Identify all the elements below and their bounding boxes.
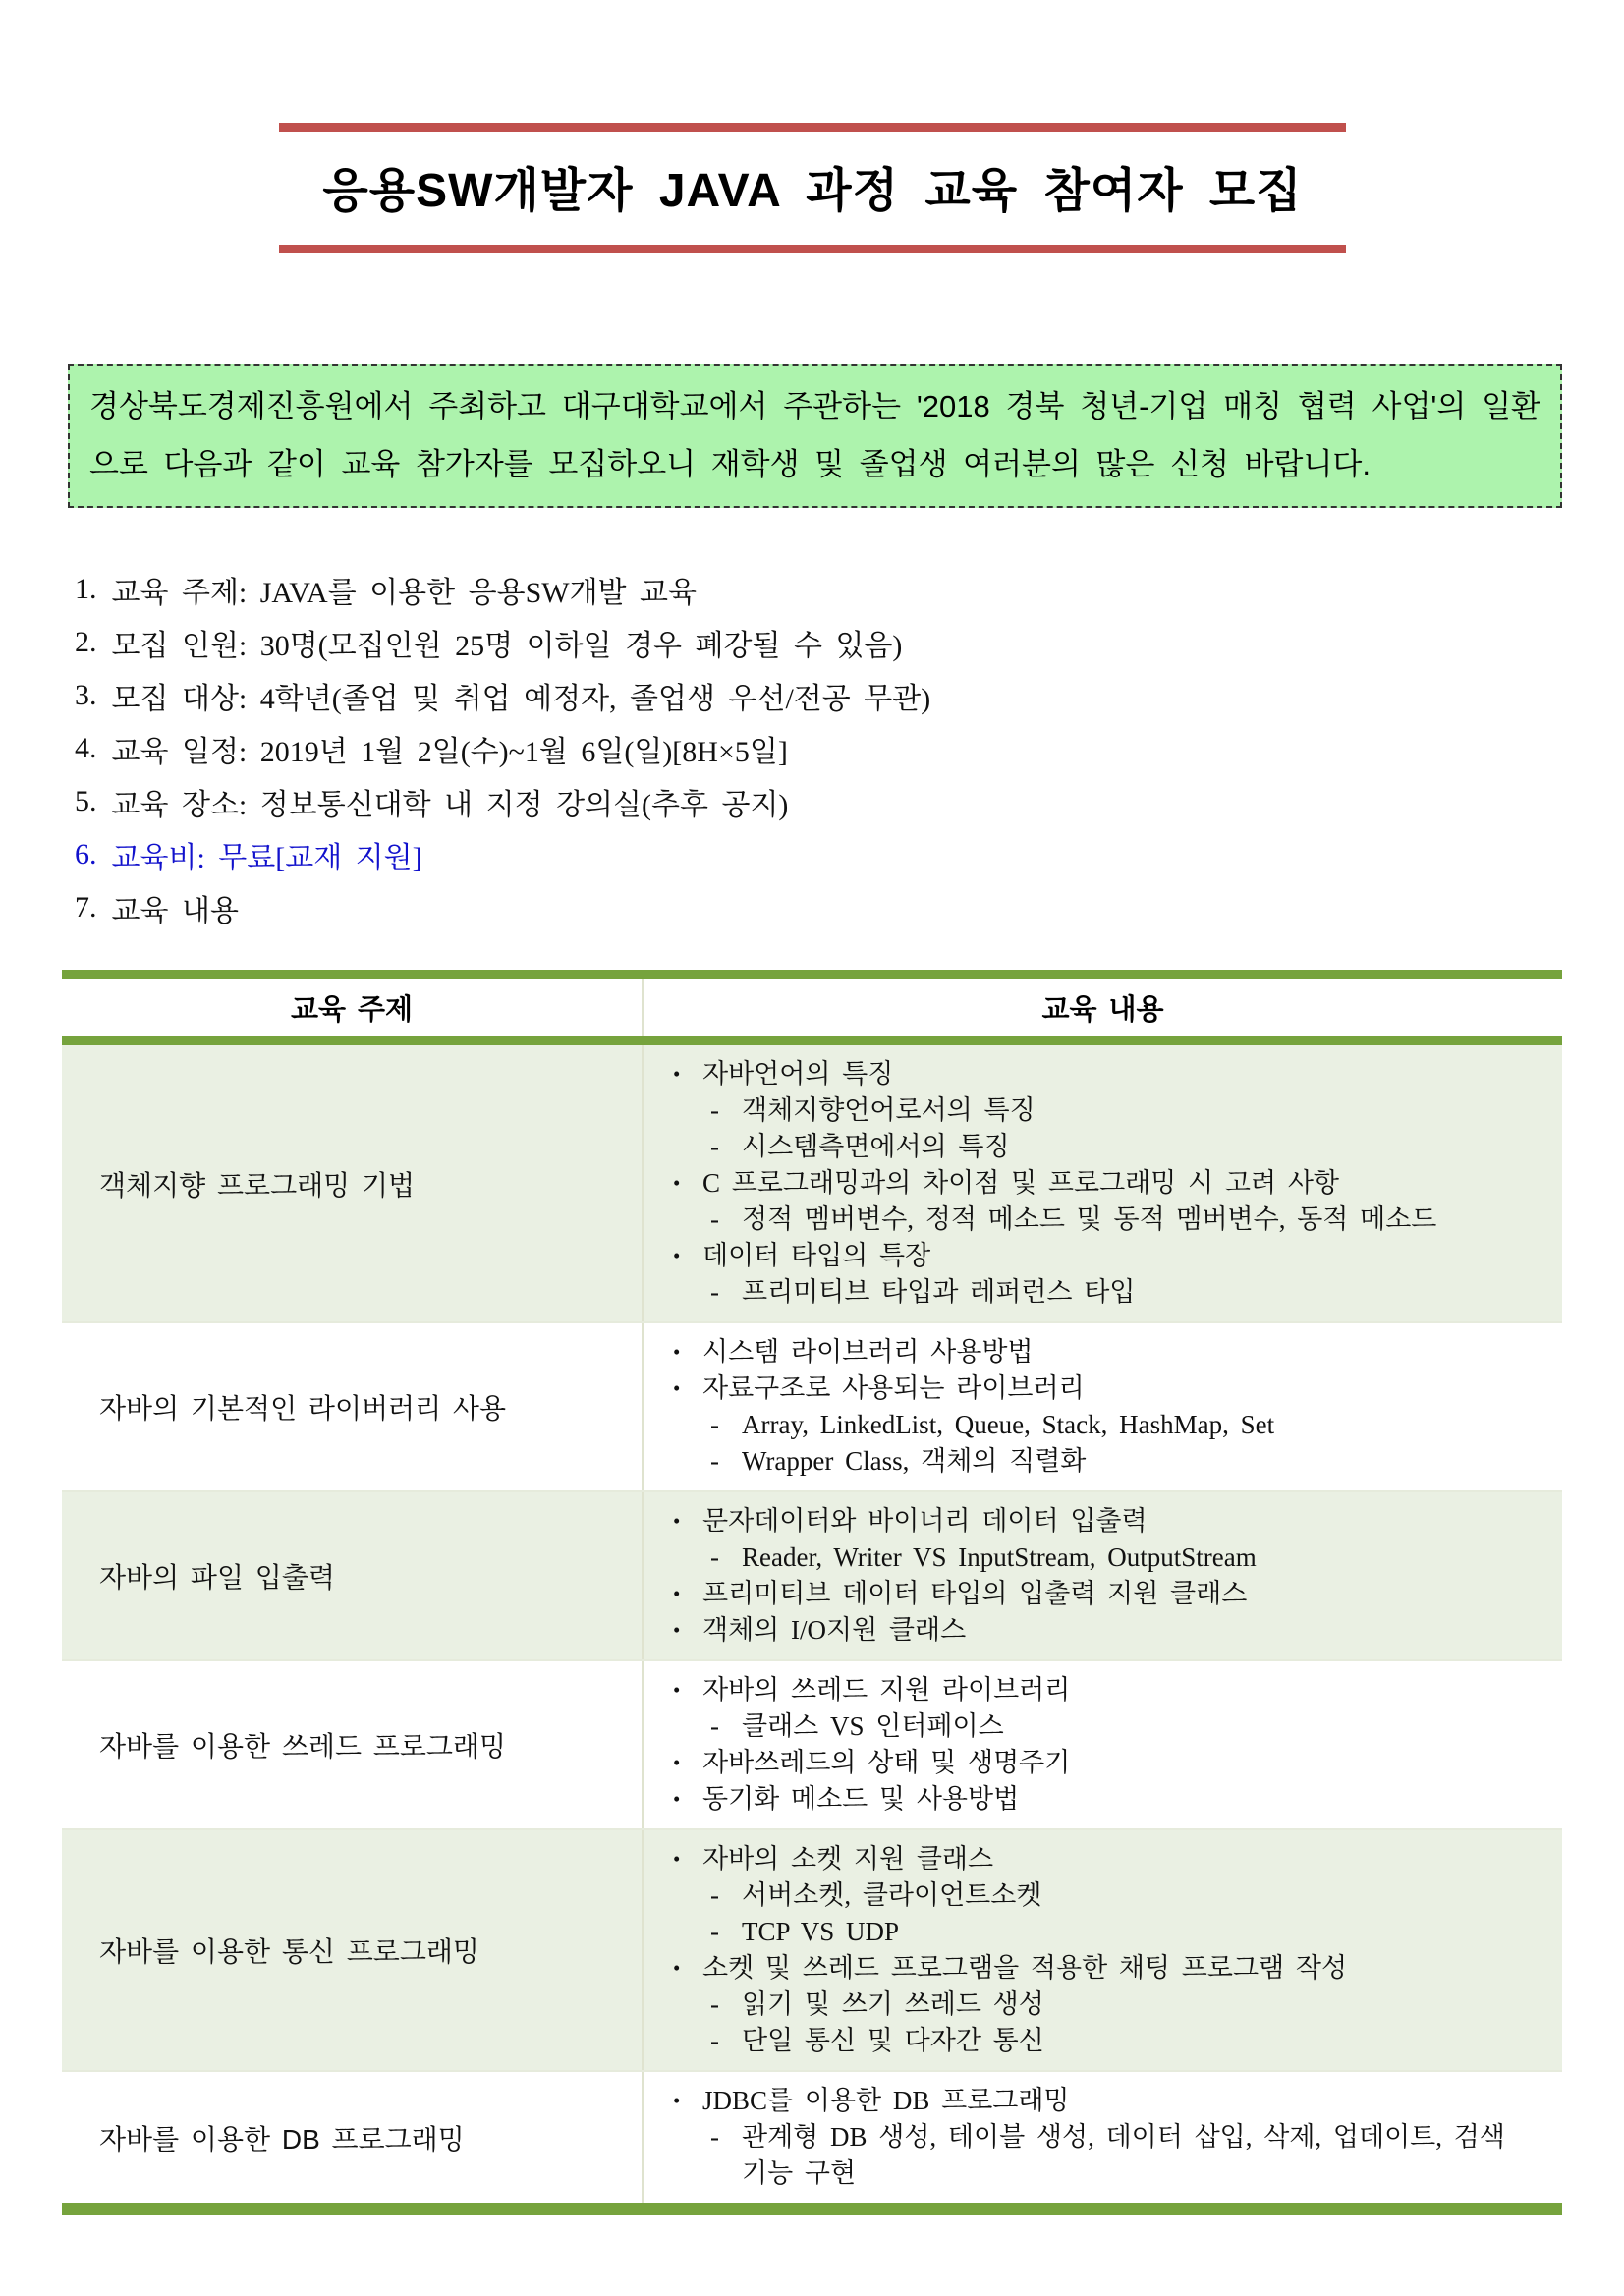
content-item [673, 1877, 1539, 1914]
dash-icon: - [710, 1095, 719, 1125]
content-item-text: 동기화 메소드 및 사용방법 [702, 1784, 1020, 1814]
dash-icon: - [710, 1711, 719, 1741]
table-row [62, 1659, 1562, 1828]
content-cell [644, 1045, 1562, 1321]
content-item [673, 1443, 1539, 1480]
bullet-icon: • [673, 1751, 681, 1774]
dash-icon: - [710, 1880, 719, 1910]
content-item-text: 클래스 VS 인터페이스 [742, 1711, 1004, 1741]
content-cell [644, 1323, 1562, 1490]
info-item-text: 모집 대상: 4학년(졸업 및 취업 예정자, 졸업생 우선/전공 무관) [111, 683, 931, 715]
bullet-icon: • [673, 1847, 681, 1871]
info-item [75, 828, 1624, 881]
table-row [62, 2070, 1562, 2203]
content-item [673, 1274, 1539, 1311]
content-cell [644, 1661, 1562, 1828]
info-item-number: 1. [75, 573, 97, 605]
content-item-text: 프리미티브 타입과 레퍼런스 타입 [742, 1277, 1136, 1307]
table-header-rule [62, 1036, 1562, 1045]
content-item [673, 1238, 1539, 1274]
topic-cell: 자바의 기본적인 라이버러리 사용 [62, 1323, 644, 1490]
dash-icon: - [710, 1917, 719, 1946]
info-item-text: 교육 내용 [111, 895, 239, 927]
info-item-number: 6. [75, 838, 97, 870]
title-bottom-rule [279, 245, 1346, 253]
content-item-text: 소켓 및 쓰레드 프로그램을 적용한 채팅 프로그램 작성 [702, 1953, 1348, 1983]
content-item [673, 1202, 1539, 1238]
content-item [673, 1781, 1539, 1818]
content-item [673, 1092, 1539, 1129]
bullet-icon: • [673, 1618, 681, 1642]
info-item [75, 881, 1624, 934]
info-item-text: 교육 주제: JAVA를 이용한 응용SW개발 교육 [111, 577, 697, 609]
topic-cell: 자바를 이용한 DB 프로그래밍 [62, 2072, 644, 2203]
page-title: 응용SW개발자 JAVA 과정 교육 참여자 모집 [322, 165, 1303, 217]
content-item-text: Array, LinkedList, Queue, Stack, HashMap, Set [742, 1410, 1275, 1439]
content-item-text: 객체의 I/O지원 클래스 [702, 1615, 967, 1645]
content-item-text: 자바언어의 특징 [702, 1059, 894, 1089]
title-top-rule [279, 123, 1346, 132]
info-list [75, 563, 1624, 934]
content-item-text: 자바쓰레드의 상태 및 생명주기 [702, 1748, 1071, 1777]
content-item [673, 1745, 1539, 1781]
info-item-number: 5. [75, 785, 97, 817]
content-item-text: C 프로그래밍과의 차이점 및 프로그래밍 시 고려 사항 [702, 1168, 1339, 1198]
table-body [62, 1045, 1562, 2203]
bullet-icon: • [673, 1787, 681, 1811]
info-item-text: 교육비: 무료[교재 지원] [111, 842, 422, 874]
info-item-text: 교육 장소: 정보통신대학 내 지정 강의실(추후 공지) [111, 789, 789, 821]
bullet-icon: • [673, 1340, 681, 1364]
dash-icon: - [710, 2122, 719, 2152]
content-item [673, 2083, 1539, 2119]
content-item [673, 1987, 1539, 2023]
table-row [62, 1490, 1562, 1659]
content-item [673, 1540, 1539, 1576]
content-item [673, 1165, 1539, 1202]
dash-icon: - [710, 1277, 719, 1307]
content-item-text: 관계형 DB 생성, 테이블 생성, 데이터 삽입, 삭제, 업데이트, 검색 기능 구현 [742, 2122, 1505, 2188]
info-item [75, 563, 1624, 616]
table-row [62, 1321, 1562, 1490]
content-item [673, 1334, 1539, 1371]
content-item-text: JDBC를 이용한 DB 프로그래밍 [702, 2086, 1070, 2115]
content-item-text: 정적 멤버변수, 정적 메소드 및 동적 멤버변수, 동적 메소드 [742, 1204, 1437, 1234]
content-item-text: 자바의 소켓 지원 클래스 [702, 1844, 994, 1874]
content-item-text: 자바의 쓰레드 지원 라이브러리 [702, 1675, 1071, 1705]
content-item [673, 1672, 1539, 1708]
content-item [673, 1371, 1539, 1407]
content-item-text: 문자데이터와 바이너리 데이터 입출력 [702, 1506, 1148, 1536]
table-bottom-rule [62, 2203, 1562, 2215]
content-item-text: 데이터 타입의 특장 [702, 1241, 931, 1270]
content-item-text: 읽기 및 쓰기 쓰레드 생성 [742, 1989, 1044, 2019]
info-item [75, 616, 1624, 669]
bullet-icon: • [673, 1678, 681, 1702]
bullet-icon: • [673, 1244, 681, 1267]
content-cell [644, 2072, 1562, 2203]
content-item [673, 1503, 1539, 1540]
bullet-icon: • [673, 2089, 681, 2112]
content-item-text: 프리미티브 데이터 타입의 입출력 지원 클래스 [702, 1579, 1248, 1608]
dash-icon: - [710, 1410, 719, 1439]
table-top-rule [62, 970, 1562, 979]
content-item-text: 시스템 라이브러리 사용방법 [702, 1337, 1034, 1367]
bullet-icon: • [673, 1376, 681, 1400]
content-cell [644, 1830, 1562, 2070]
content-item [673, 1129, 1539, 1165]
content-item-text: Wrapper Class, 객체의 직렬화 [742, 1446, 1087, 1476]
dash-icon: - [710, 2026, 719, 2055]
topic-cell: 자바를 이용한 통신 프로그래밍 [62, 1830, 644, 2070]
table-row [62, 1828, 1562, 2070]
content-item-text: 객체지향언어로서의 특징 [742, 1095, 1036, 1125]
info-item-number: 3. [75, 679, 97, 711]
notice-text: 경상북도경제진흥원에서 주최하고 대구대학교에서 주관하는 '2018 경북 청년-기업 매칭 협력 사업'의 일환으로 다음과 같이 교육 참가자를 모집하오니 재학생 및 졸업생 여러분의 많은 신청 바랍니다. [89, 389, 1540, 481]
info-item-text: 교육 일정: 2019년 1월 2일(수)~1월 6일(일)[8H×5일] [111, 736, 788, 768]
content-cell [644, 1492, 1562, 1659]
content-item [673, 1841, 1539, 1877]
bullet-icon: • [673, 1582, 681, 1605]
info-item [75, 722, 1624, 775]
bullet-icon: • [673, 1062, 681, 1086]
header-content: 교육 내용 [1041, 994, 1164, 1026]
info-item-number: 4. [75, 732, 97, 764]
content-item-text: Reader, Writer VS InputStream, OutputStream [742, 1542, 1257, 1572]
dash-icon: - [710, 1204, 719, 1234]
info-item-text: 모집 인원: 30명(모집인원 25명 이하일 경우 폐강될 수 있음) [111, 630, 903, 662]
content-item [673, 1950, 1539, 1987]
table-row [62, 1045, 1562, 1321]
title-block [279, 123, 1346, 253]
content-item [673, 1914, 1539, 1950]
course-table [62, 970, 1562, 2215]
header-topic: 교육 주제 [62, 979, 644, 1036]
content-item-text: 시스템측면에서의 특징 [742, 1132, 1010, 1161]
dash-icon: - [710, 1446, 719, 1476]
content-item [673, 1612, 1539, 1649]
bullet-icon: • [673, 1956, 681, 1980]
content-item [673, 1056, 1539, 1092]
dash-icon: - [710, 1542, 719, 1572]
info-item-number: 2. [75, 626, 97, 658]
content-item [673, 1576, 1539, 1612]
content-item [673, 2023, 1539, 2059]
bullet-icon: • [673, 1171, 681, 1195]
bullet-icon: • [673, 1509, 681, 1533]
topic-cell: 객체지향 프로그래밍 기법 [62, 1045, 644, 1321]
info-item [75, 669, 1624, 722]
content-item-text: TCP VS UDP [742, 1917, 900, 1946]
dash-icon: - [710, 1132, 719, 1161]
content-item [673, 1407, 1539, 1443]
info-item [75, 775, 1624, 828]
content-item [673, 2119, 1539, 2192]
notice-box [68, 364, 1562, 508]
content-item-text: 자료구조로 사용되는 라이브러리 [702, 1373, 1085, 1403]
content-item-text: 단일 통신 및 다자간 통신 [742, 2026, 1044, 2055]
dash-icon: - [710, 1989, 719, 2019]
table-header-row [62, 979, 1562, 1036]
info-item-number: 7. [75, 891, 97, 924]
content-item [673, 1708, 1539, 1745]
topic-cell: 자바의 파일 입출력 [62, 1492, 644, 1659]
topic-cell: 자바를 이용한 쓰레드 프로그래밍 [62, 1661, 644, 1828]
content-item-text: 서버소켓, 클라이언트소켓 [742, 1880, 1042, 1910]
